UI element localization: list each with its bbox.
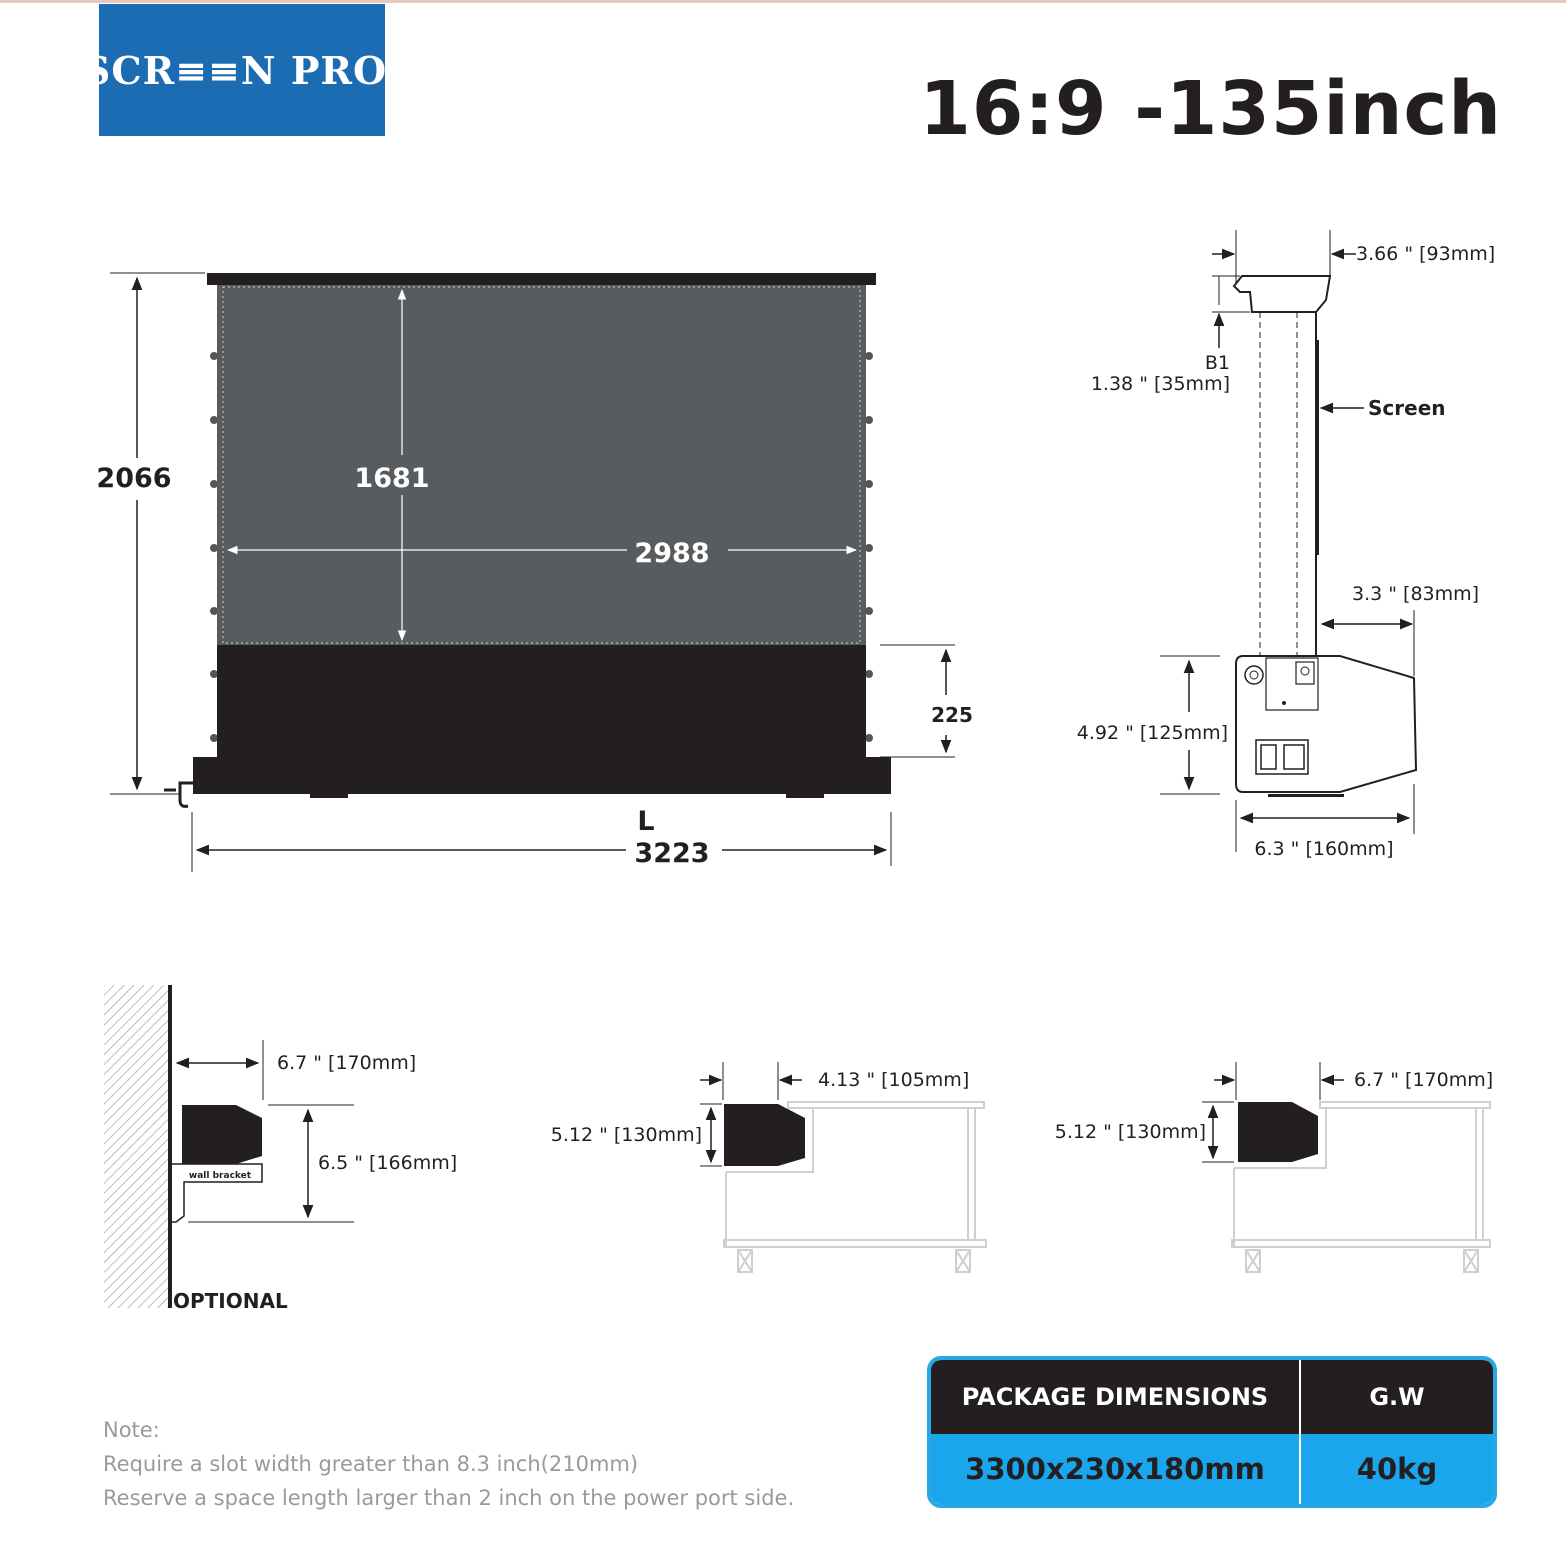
cabinet-2-height-label: 5.12 " [130mm] xyxy=(1054,1121,1206,1143)
gross-weight-value: 40kg xyxy=(1301,1434,1493,1504)
cabinet-1-depth-label: 4.13 " [105mm] xyxy=(818,1069,970,1091)
b1-label: B1 xyxy=(1204,352,1230,374)
view-width-label: 2988 xyxy=(634,538,710,569)
bottom-height-label: 225 xyxy=(931,703,973,727)
case-depth-label: 6.3 " [160mm] xyxy=(1254,838,1394,860)
gross-weight-header: G.W xyxy=(1301,1360,1493,1434)
view-height-label: 1681 xyxy=(354,463,430,494)
length-letter: L xyxy=(637,806,655,837)
page-title: 16:9 -135inch xyxy=(919,66,1502,152)
package-table xyxy=(927,1356,1497,1508)
optional-label: OPTIONAL xyxy=(173,1289,288,1313)
top-width-label: 3.66 " [93mm] xyxy=(1356,243,1496,265)
notes xyxy=(103,1418,794,1510)
b1-value: 1.38 " [35mm] xyxy=(1090,373,1230,395)
note-heading: Note: xyxy=(103,1418,160,1442)
wall-bracket-label: wall bracket xyxy=(188,1171,252,1181)
screen-top-bar xyxy=(207,273,876,285)
screen-housing xyxy=(193,757,891,794)
case-height-label: 4.92 " [125mm] xyxy=(1076,722,1228,744)
note-line: Reserve a space length larger than 2 inch on the power port side. xyxy=(103,1486,795,1510)
logo-text: SCR≡≡N PRO ® xyxy=(82,47,402,93)
cabinet-2-dims xyxy=(1055,1062,1493,1162)
offset-label: 3.3 " [83mm] xyxy=(1352,583,1480,605)
note-line: Require a slot width greater than 8.3 inch(210mm) xyxy=(103,1452,639,1476)
screen-bottom-border xyxy=(217,645,866,757)
cabinet-1-height-label: 5.12 " [130mm] xyxy=(550,1124,702,1146)
wall-depth-label: 6.7 " [170mm] xyxy=(277,1052,417,1074)
front-view xyxy=(96,273,972,872)
wall-mount-view xyxy=(104,985,457,1313)
wall-height-label: 6.5 " [166mm] xyxy=(318,1152,458,1174)
cabinet-2-depth-label: 6.7 " [170mm] xyxy=(1354,1069,1494,1091)
cabinet-1-dims xyxy=(551,1062,969,1166)
total-length-label: 3223 xyxy=(634,838,710,869)
screen-view-area xyxy=(217,285,866,645)
total-height-label: 2066 xyxy=(96,463,172,494)
package-dimensions-header: PACKAGE DIMENSIONS xyxy=(931,1360,1301,1434)
side-view xyxy=(1077,230,1495,860)
screen-label: Screen xyxy=(1368,396,1446,420)
package-dimensions-value: 3300x230x180mm xyxy=(931,1434,1301,1504)
